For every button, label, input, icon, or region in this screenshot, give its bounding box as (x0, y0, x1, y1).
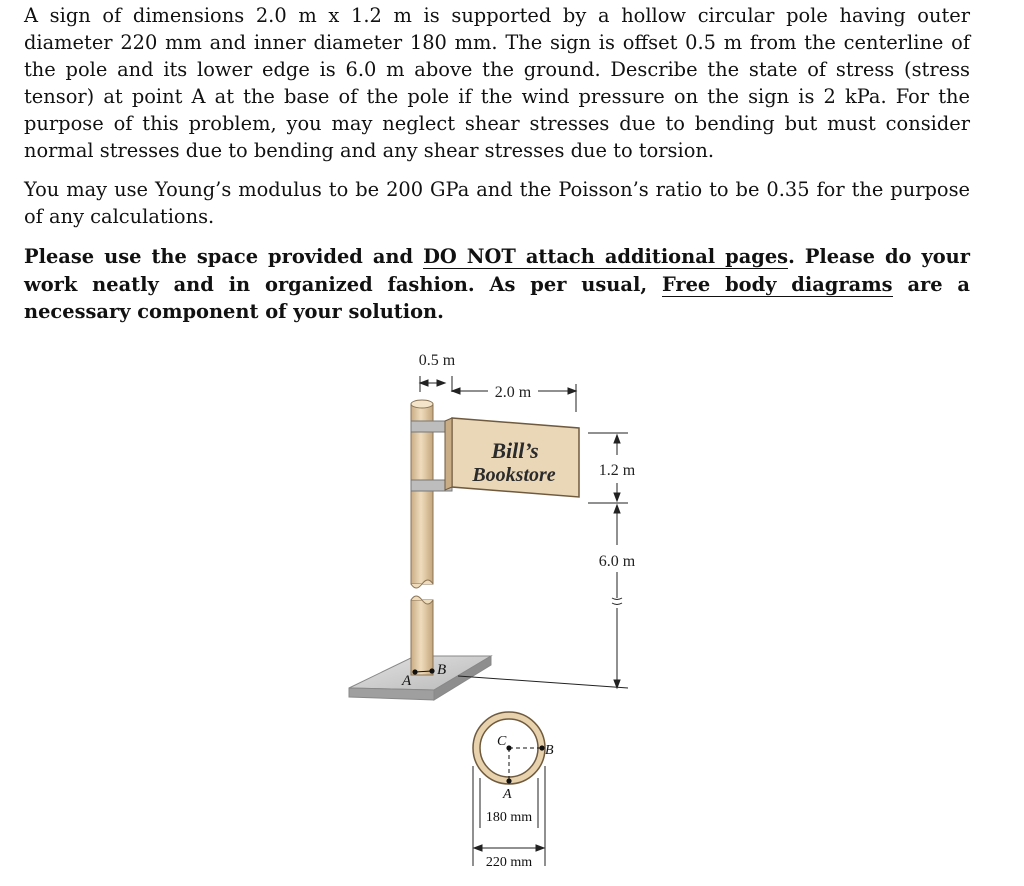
instructions-part1: Please use the space provided and (24, 245, 424, 268)
instructions-part3: are a necessary component of your solution. (24, 272, 970, 323)
pole-lower (411, 596, 433, 675)
instructions-underline2: Free body diagrams (661, 272, 893, 296)
base-point-a-label: A (402, 673, 412, 689)
section-point-c-label: C (497, 734, 507, 749)
width-label: 2.0 m (494, 384, 532, 401)
height-label: 1.2 m (598, 462, 636, 479)
instructions-underline1: DO NOT attach additional pages (423, 245, 789, 268)
section-point-a-label: A (503, 787, 512, 802)
dimension-offset (420, 376, 452, 392)
offset-label: 0.5 m (418, 352, 456, 369)
outer-diameter-label: 220 mm (485, 855, 533, 870)
pole-cross-section (473, 712, 545, 784)
sign-text-line1: Bill’s (491, 438, 539, 463)
base-point-b-label: B (437, 662, 447, 678)
material-properties: You may use Young’s modulus to be 200 GPa and the Poisson’s ratio to be 0.35 for the purpose of any calculations. (24, 178, 970, 228)
sign-text-line2: Bookstore (472, 464, 556, 486)
inner-diameter-label: 180 mm (485, 810, 533, 825)
instructions-part2: . Please do your work neatly and in organized fashion. As per usual, (24, 245, 970, 296)
problem-statement: A sign of dimensions 2.0 m x 1.2 m is supported by a hollow circular pole having outer diameter 220 mm and inner diameter 180 mm. The sign is offset 0.5 m from the centerline of the pole and its lower edge is 6.0 m above the ground. Describe the state of stress (stress tensor) at point A at the base of the pole if the wind pressure on the sign is 2 kPa. For the purpose of this problem, you may neglect shear stresses due to bending but must consider normal stresses due to bending and any shear stresses due to torsion. (24, 4, 970, 162)
elevation-label: 6.0 m (598, 553, 636, 570)
section-point-b-label: B (545, 743, 554, 758)
